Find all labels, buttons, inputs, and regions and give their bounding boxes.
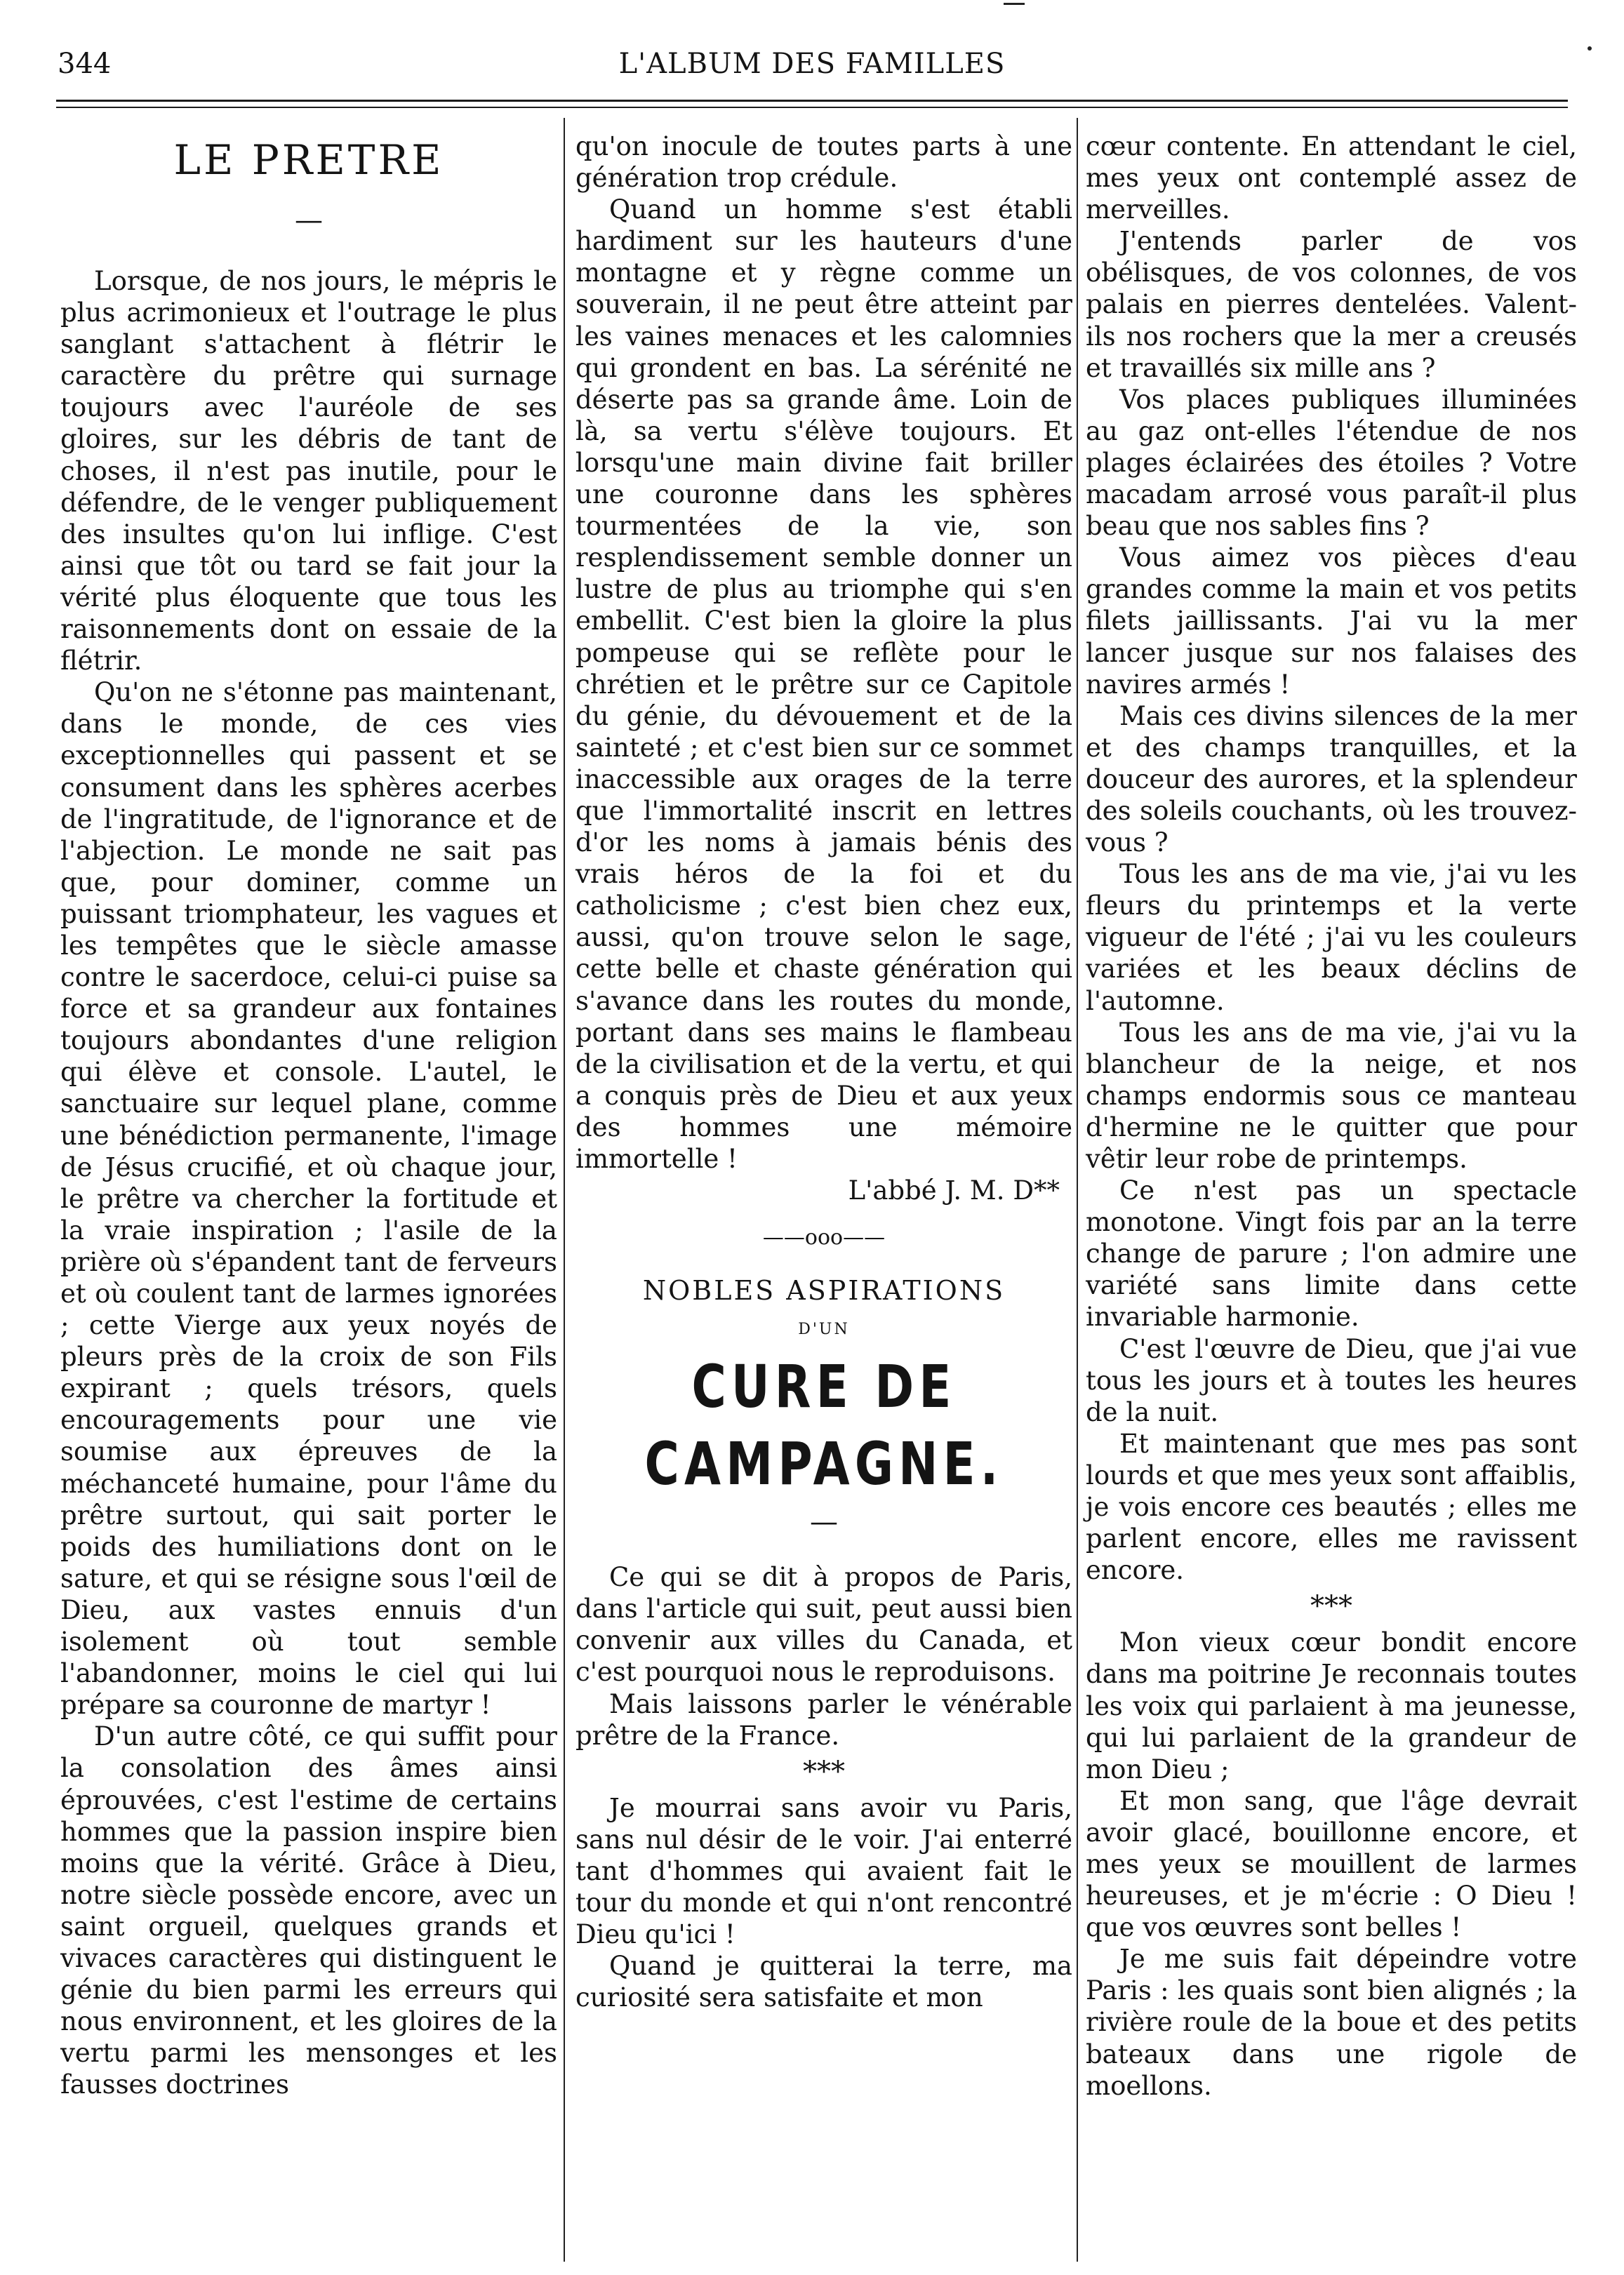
paragraph: Je mourrai sans avoir vu Paris, sans nul désir de le voir. J'ai enterré tant d'hommes qui avaient fait le tour du monde et qui n'ont rencontré Dieu qu'ici ! — [575, 1792, 1072, 1950]
paragraph: Vos places publiques illuminées au gaz ont-elles l'étendue de nos plages éclairées des étoiles ? Votre macadam arrosé vous paraît-il plus beau que nos sables fins ? — [1086, 384, 1577, 542]
article-title-line1: NOBLES ASPIRATIONS — [642, 1275, 1006, 1307]
paragraph: Tous les ans de ma vie, j'ai vu les fleurs du printemps et la verte vigueur de l'été ; j'ai vu les couleurs variées et les beaux déclins de l'automne. — [1086, 859, 1577, 1016]
paragraph: qu'on inocule de toutes parts à une génération trop crédule. — [575, 131, 1072, 194]
signature: L'abbé J. M. D** — [848, 1175, 1060, 1206]
running-title: L'ALBUM DES FAMILLES — [618, 48, 1006, 80]
asterism: *** — [1310, 1590, 1352, 1623]
print-dot — [1588, 46, 1592, 51]
paragraph: J'entends parler de vos obélisques, de vos colonnes, de vos palais en pierres dentelées. Valent-ils nos rochers que la mer a creusés et travaillés six mille ans ? — [1086, 226, 1577, 383]
column-1 — [60, 131, 557, 2100]
column-2 — [575, 131, 1072, 2013]
paragraph: Je me suis fait dépeindre votre Paris : les quais sont bien alignés ; la rivière roule de la boue et des petits bateaux dans une rigole de moellons. — [1086, 1944, 1577, 2101]
print-mark — [1004, 3, 1025, 5]
title-separator: — — [295, 204, 323, 236]
paragraph: Et mon sang, que l'âge devrait avoir glacé, bouillonne encore, et mes yeux se mouillent de larmes heureuses, et je m'écrie : O Dieu ! que vos œuvres sont belles ! — [1086, 1785, 1577, 1943]
paragraph: D'un autre côté, ce qui suffit pour la consolation des âmes ainsi éprouvées, c'est l'estime de certains hommes que la passion inspire bien moins que la vérité. Grâce à Dieu, notre siècle possède encore, avec un saint orgueil, quelques grands et vivaces caractères qui distinguent le génie du bien parmi les erreurs qui nous environnent, et les gloires de la vertu parmi les mensonges et les fausses doctrines — [60, 1721, 557, 2100]
column-divider-1 — [564, 118, 565, 2262]
ornament-divider: ——ooo—— — [762, 1225, 886, 1250]
paragraph: Tous les ans de ma vie, j'ai vu la blancheur de la neige, et nos champs endormis sous ce manteau d'hermine ne le quitter que pour vêtir leur robe de printemps. — [1086, 1017, 1577, 1174]
paragraph: C'est l'œuvre de Dieu, que j'ai vue tous les jours et à toutes les heures de la nuit. — [1086, 1333, 1577, 1427]
paragraph: Mais laissons parler le vénérable prêtre de la France. — [575, 1688, 1072, 1751]
page-header — [58, 44, 1566, 90]
page-number: 344 — [58, 48, 112, 80]
header-rule-top — [56, 100, 1568, 102]
paragraph: Et maintenant que mes pas sont lourds et que mes yeux sont affaiblis, je vois encore ces beautés ; elles me parlent encore, elles me ravissent encore. — [1086, 1428, 1577, 1586]
column-3 — [1086, 131, 1577, 2102]
article-title-main: CURE DE CAMPAGNE. — [644, 1352, 1004, 1499]
column-divider-2 — [1077, 118, 1078, 2262]
asterism: *** — [803, 1755, 845, 1788]
paragraph: cœur contente. En attendant le ciel, mes yeux ont contemplé assez de merveilles. — [1086, 131, 1577, 225]
title-separator: — — [810, 1506, 838, 1539]
paragraph: Mon vieux cœur bondit encore dans ma poitrine Je reconnais toutes les voix qui parlaient à ma jeunesse, qui lui parlaient de la grandeur de mon Dieu ; — [1086, 1627, 1577, 1784]
paragraph: Ce qui se dit à propos de Paris, dans l'article qui suit, peut aussi bien convenir aux villes du Canada, et c'est pourquoi nous le reproduisons. — [575, 1562, 1072, 1688]
article-title: LE PRETRE — [173, 136, 444, 184]
paragraph: Ce n'est pas un spectacle monotone. Vingt fois par an la terre change de parure ; l'on admire une variété sans limite dans cette invariable harmonie. — [1086, 1175, 1577, 1333]
paragraph: Quand un homme s'est établi hardiment sur les hauteurs d'une montagne et y règne comme un souverain, il ne peut être atteint par les vaines menaces et les calomnies qui grondent en bas. La sérénité ne déserte pas sa grande âme. Loin de là, sa vertu s'élève toujours. Et lorsqu'une main divine fait briller une couronne dans les sphères tourmentées de la vie, son resplendissement semble donner un lustre de plus au triomphe qui s'en embellit. C'est bien la gloire la plus pompeuse qui se reflète pour le chrétien et le prêtre sur ce Capitole du génie, du dévouement et de la sainteté ; et c'est bien sur ce sommet inaccessible aux orages de la terre que l'immortalité inscrit en lettres d'or les noms à jamais bénis des vrais héros de la foi et du catholicisme ; c'est bien chez eux, aussi, qu'on trouve selon le sage, cette belle et chaste génération qui s'avance dans les routes du monde, portant dans ses mains le flambeau de la civilisation et de la vertu, et qui a conquis près de Dieu et aux yeux des hommes une mémoire immortelle ! — [575, 194, 1072, 1174]
article-title-line2: D'UN — [798, 1321, 850, 1339]
paragraph: Vous aimez vos pièces d'eau grandes comme la main et vos petits filets jaillissants. J'ai vu la mer lancer jusque sur nos falaises des navires armés ! — [1086, 542, 1577, 700]
paragraph: Mais ces divins silences de la mer et des champs tranquilles, et la douceur des aurores, et la splendeur des soleils couchants, où les trouvez-vous ? — [1086, 700, 1577, 858]
paragraph: Quand je quitterai la terre, ma curiosité sera satisfaite et mon — [575, 1951, 1072, 2013]
header-rule-bottom — [56, 107, 1568, 108]
paragraph: Qu'on ne s'étonne pas maintenant, dans le monde, de ces vies exceptionnelles qui passent et se consument dans les sphères acerbes de l'ingratitude, de l'ignorance et de l'abjection. Le monde ne sait pas que, pour dominer, comme un puissant triomphateur, les vagues et les tempêtes que le siècle amasse contre le sacerdoce, celui-ci puise sa force et sa grandeur aux fontaines toujours abondantes d'une religion qui élève et console. L'autel, le sanctuaire sur lequel plane, comme une bénédiction permanente, l'image de Jésus crucifié, et où chaque jour, le prêtre va chercher la fortitude et la vraie inspiration ; l'asile de la prière où s'épandent tant de ferveurs et où coulent tant de larmes ignorées ; cette Vierge aux yeux noyés de pleurs près de la croix de son Fils expirant ; quels trésors, quels encouragements pour une vie soumise aux épreuves de la méchanceté humaine, pour l'âme du prêtre surtout, qui sait porter le poids des humiliations dont on le sature, et qui se résigne sous l'œil de Dieu, aux vastes ennuis d'un isolement où tout semble l'abandonner, moins le ciel qui lui prépare sa couronne de martyr ! — [60, 677, 557, 1721]
paragraph: Lorsque, de nos jours, le mépris le plus acrimonieux et l'outrage le plus sanglant s'attachent à flétrir le caractère du prêtre qui surnage toujours avec l'auréole de ses gloires, sur les débris de tant de choses, il n'est pas inutile, pour le défendre, de le venger publiquement des insultes qu'on lui inflige. C'est ainsi que tôt ou tard se fait jour la vérité plus éloquente que tous les raisonnements dont on essaie de la flétrir. — [60, 266, 557, 676]
